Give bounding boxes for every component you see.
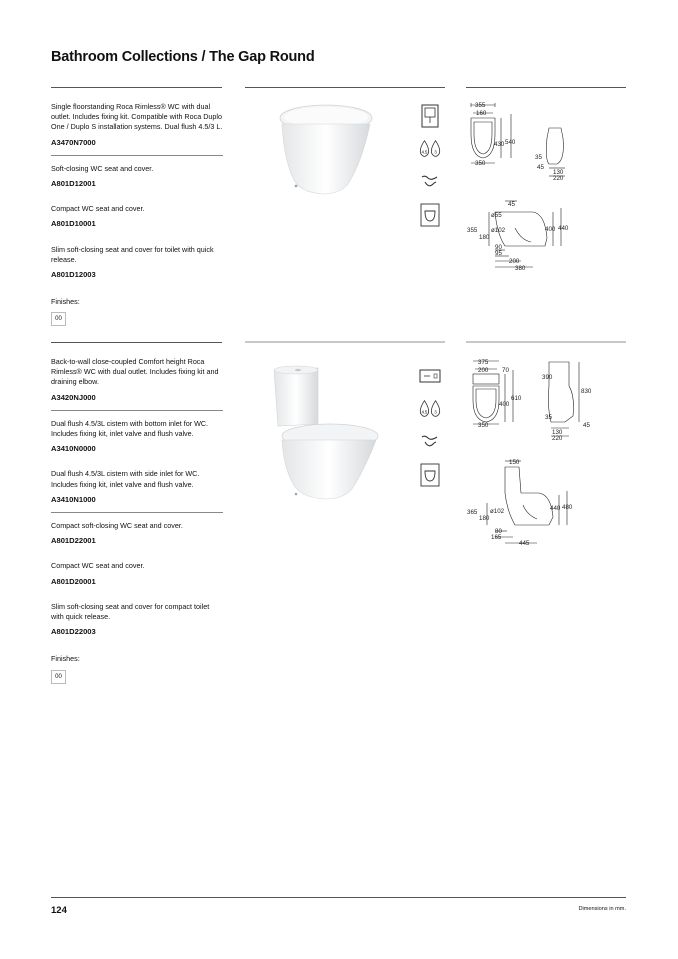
dim-label: 445 — [519, 540, 530, 547]
product-description: Soft-closing WC seat and cover. — [51, 163, 154, 173]
dim-label: 380 — [515, 265, 526, 272]
product-code: A801D22003 — [51, 627, 96, 637]
product-description: Back-to-wall close-coupled Comfort height Roca Rimless® WC with dual outlet. Includes fixing kit and draining elbow. — [51, 357, 219, 387]
dim-label: 220 — [552, 435, 563, 442]
flush-small-label: 3 — [434, 409, 437, 415]
product-code: A3470N7000 — [51, 137, 96, 147]
dim-label: 365 — [467, 509, 478, 516]
section1-icons — [418, 104, 444, 236]
section1-descriptions — [51, 102, 223, 326]
dim-label: 355 — [467, 227, 478, 234]
product-item — [51, 602, 223, 645]
page-number: 124 — [51, 905, 67, 916]
section1-rule-image — [245, 87, 445, 88]
dim-label: 80 — [495, 528, 502, 535]
dim-label: 95 — [495, 250, 502, 257]
dim-label: ø102 — [491, 227, 506, 234]
product-description: Slim soft-closing seat and cover for toilet with quick release. — [51, 244, 214, 264]
dim-label: 480 — [562, 504, 573, 511]
flush-large-label: 4.5 — [421, 409, 428, 415]
finish-swatch-white[interactable]: 00 — [51, 670, 66, 684]
dim-label: 150 — [509, 459, 520, 466]
section2-rule-diagram — [466, 341, 626, 343]
section2-rule-desc — [51, 342, 222, 343]
item-divider — [51, 155, 223, 156]
dim-label: 220 — [553, 175, 564, 182]
item-divider — [51, 410, 223, 411]
dim-label: 440 — [550, 505, 561, 512]
product-item — [51, 204, 223, 236]
product-code: A801D22001 — [51, 536, 96, 546]
product-code: A801D10001 — [51, 219, 96, 229]
product-code: A801D12001 — [51, 179, 96, 189]
dual-flush-drops-icon — [418, 397, 442, 421]
dim-label: 45 — [583, 422, 590, 429]
dim-label: 440 — [558, 225, 569, 232]
dim-label: 540 — [505, 139, 516, 146]
product-item — [51, 419, 223, 462]
product-description: Dual flush 4.5/3L cistern with side inlet for WC. Includes fixing kit, inlet valve and flush valve. — [51, 469, 200, 489]
dim-label: 400 — [499, 401, 510, 408]
footer-note: Dimensions in mm. — [578, 906, 626, 912]
dim-label: 165 — [491, 534, 502, 541]
section1-side-diagram — [465, 198, 575, 272]
product-description: Compact WC seat and cover. — [51, 204, 145, 214]
dim-label: 45 — [537, 164, 544, 171]
dim-label: 180 — [479, 515, 490, 522]
dim-label: 350 — [475, 160, 486, 167]
section2-rule-image — [245, 341, 445, 343]
dim-label: 35 — [545, 414, 552, 421]
product-description: Slim soft-closing seat and cover for compact toilet with quick release. — [51, 601, 210, 622]
dim-label: ø55 — [491, 212, 502, 219]
dim-label: 130 — [552, 429, 563, 436]
dim-label: 45 — [508, 201, 515, 208]
dim-label: 90 — [495, 244, 502, 251]
dim-label: 430 — [494, 141, 505, 148]
product-item — [51, 245, 223, 288]
dim-label: 180 — [479, 234, 490, 241]
product-code: A3410N0000 — [51, 444, 96, 454]
finishes-label: Finishes: — [51, 297, 80, 307]
product-item — [51, 521, 223, 553]
rimless-icon — [418, 430, 442, 454]
cistern-icon — [418, 364, 442, 388]
section2-icons — [418, 364, 444, 496]
floorstanding-wc-image — [270, 100, 380, 200]
page-title: Bathroom Collections / The Gap Round — [51, 49, 315, 65]
section1-rule-diagram — [466, 87, 626, 88]
product-description: Dual flush 4.5/3L cistern with bottom inlet for WC. Includes fixing kit, inlet valve and flush valve. — [51, 418, 209, 439]
flush-plate-icon — [418, 104, 442, 128]
section2-descriptions — [51, 357, 223, 684]
seat-top-icon — [418, 203, 442, 227]
dim-label: 35 — [535, 154, 542, 161]
product-code: A3410N1000 — [51, 494, 96, 504]
dim-label: 160 — [476, 110, 487, 117]
product-item — [51, 164, 223, 196]
flush-large-label: 4.5 — [421, 149, 428, 155]
finish-swatch-white[interactable]: 00 — [51, 312, 66, 326]
dim-label: 610 — [511, 395, 522, 402]
dim-label: 70 — [502, 367, 509, 374]
product-description: Compact WC seat and cover. — [51, 561, 145, 571]
product-item — [51, 357, 223, 410]
dim-label: 200 — [509, 258, 520, 265]
item-divider — [51, 512, 223, 513]
dim-label: 400 — [545, 226, 556, 233]
product-code: A801D20001 — [51, 576, 96, 586]
section1-rule-desc — [51, 87, 222, 88]
close-coupled-wc-image — [270, 362, 382, 502]
footer-rule — [51, 897, 626, 898]
section1-top-diagram — [465, 100, 595, 182]
product-item — [51, 469, 223, 512]
product-item — [51, 102, 223, 155]
rimless-icon — [418, 170, 442, 194]
dim-label: 390 — [542, 374, 553, 381]
finishes-label: Finishes: — [51, 654, 80, 664]
dim-label: ø102 — [490, 508, 505, 515]
product-code: A3420NJ000 — [51, 392, 96, 402]
product-description: Single floorstanding Roca Rimless® WC with dual outlet. Includes fixing kit. Compatible with Roca Duplo One / Duplo S installation systems. Dual flush 4.5/3 L. — [51, 102, 223, 132]
section2-top-diagram — [465, 356, 605, 442]
product-description: Compact soft-closing WC seat and cover. — [51, 521, 183, 531]
product-code: A801D12003 — [51, 270, 96, 280]
dim-label: 350 — [478, 422, 489, 429]
dim-label: 200 — [478, 367, 489, 374]
dim-label: 355 — [475, 102, 486, 109]
dim-label: 375 — [478, 359, 489, 366]
section2-side-diagram — [465, 455, 585, 547]
dim-label: 830 — [581, 388, 592, 395]
dual-flush-drops-icon — [418, 137, 442, 161]
product-item — [51, 561, 223, 593]
flush-small-label: 3 — [434, 149, 437, 155]
seat-top-icon — [418, 463, 442, 487]
dim-label: 130 — [553, 169, 564, 176]
